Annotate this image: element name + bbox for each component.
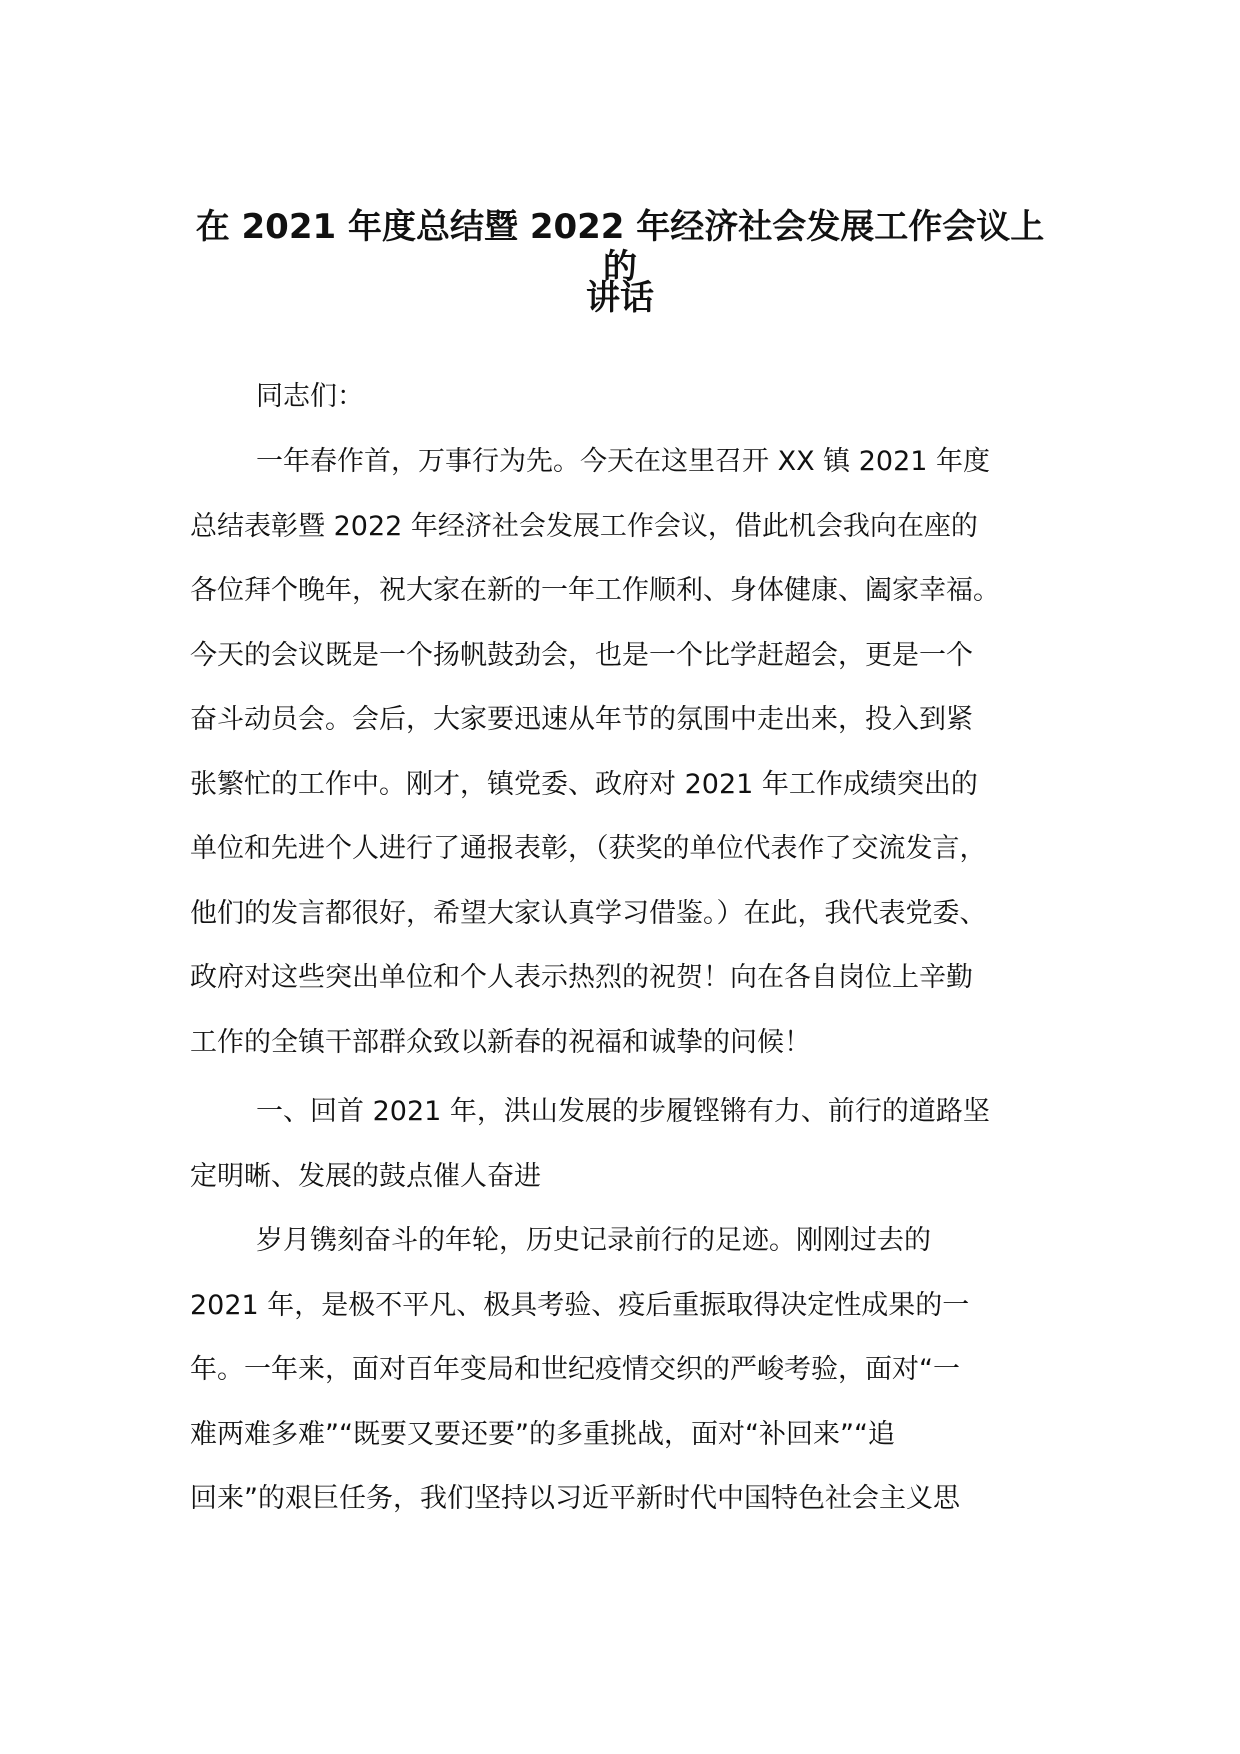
paragraph-line: 年。一年来，面对百年变局和世纪疫情交织的严峻考验，面对“一 <box>190 1354 960 1385</box>
paragraph-line: 各位拜个晚年，祝大家在新的一年工作顺利、身体健康、阖家幸福。 <box>190 575 1000 606</box>
paragraph-line: 岁月镌刻奋斗的年轮，历史记录前行的足迹。刚刚过去的 <box>256 1225 931 1256</box>
body-paragraph-2 <box>190 1209 1070 1532</box>
paragraph-line: 2021 年，是极不平凡、极具考验、疫后重振取得决定性成果的一 <box>190 1289 970 1321</box>
greeting-text: 同志们： <box>256 381 364 412</box>
paragraph-line: 一年春作首，万事行为先。今天在这里召开 XX 镇 2021 年度 <box>256 446 991 477</box>
paragraph-line: 政府对这些突出单位和个人表示热烈的祝贺！向在各自岗位上辛勤 <box>190 962 973 993</box>
paragraph-line: 回来”的艰巨任务，我们坚持以习近平新时代中国特色社会主义思 <box>190 1483 960 1514</box>
paragraph-line: 难两难多难”“既要又要还要”的多重挑战，面对“补回来”“追 <box>190 1418 895 1450</box>
intro-paragraph <box>190 430 1070 1075</box>
paragraph-line: 单位和先进个人进行了通报表彰，（获奖的单位代表作了交流发言， <box>190 833 987 864</box>
greeting-paragraph <box>190 365 1070 430</box>
section-heading-line: 定明晰、发展的鼓点催人奋进 <box>190 1160 541 1192</box>
paragraph-line: 他们的发言都很好，希望大家认真学习借鉴。）在此，我代表党委、 <box>190 897 987 929</box>
paragraph-line: 总结表彰暨 2022 年经济社会发展工作会议，借此机会我向在座的 <box>190 510 978 542</box>
section-heading-line: 一、回首 2021 年，洪山发展的步履铿锵有力、前行的道路坚 <box>256 1096 990 1127</box>
paragraph-line: 工作的全镇干部群众致以新春的祝福和诚挚的问候！ <box>190 1026 811 1058</box>
document-title-line-1: 在 2021 年度总结暨 2022 年经济社会发展工作会议上的 <box>195 207 1045 287</box>
paragraph-line: 奋斗动员会。会后，大家要迅速从年节的氛围中走出来，投入到紧 <box>190 704 973 735</box>
paragraph-line: 张繁忙的工作中。刚才，镇党委、政府对 2021 年工作成绩突出的 <box>190 768 978 800</box>
document-title-line-2: 讲话 <box>586 278 654 318</box>
paragraph-line: 今天的会议既是一个扬帆鼓劲会，也是一个比学赶超会，更是一个 <box>190 639 973 671</box>
section-heading-1 <box>190 1080 1070 1209</box>
